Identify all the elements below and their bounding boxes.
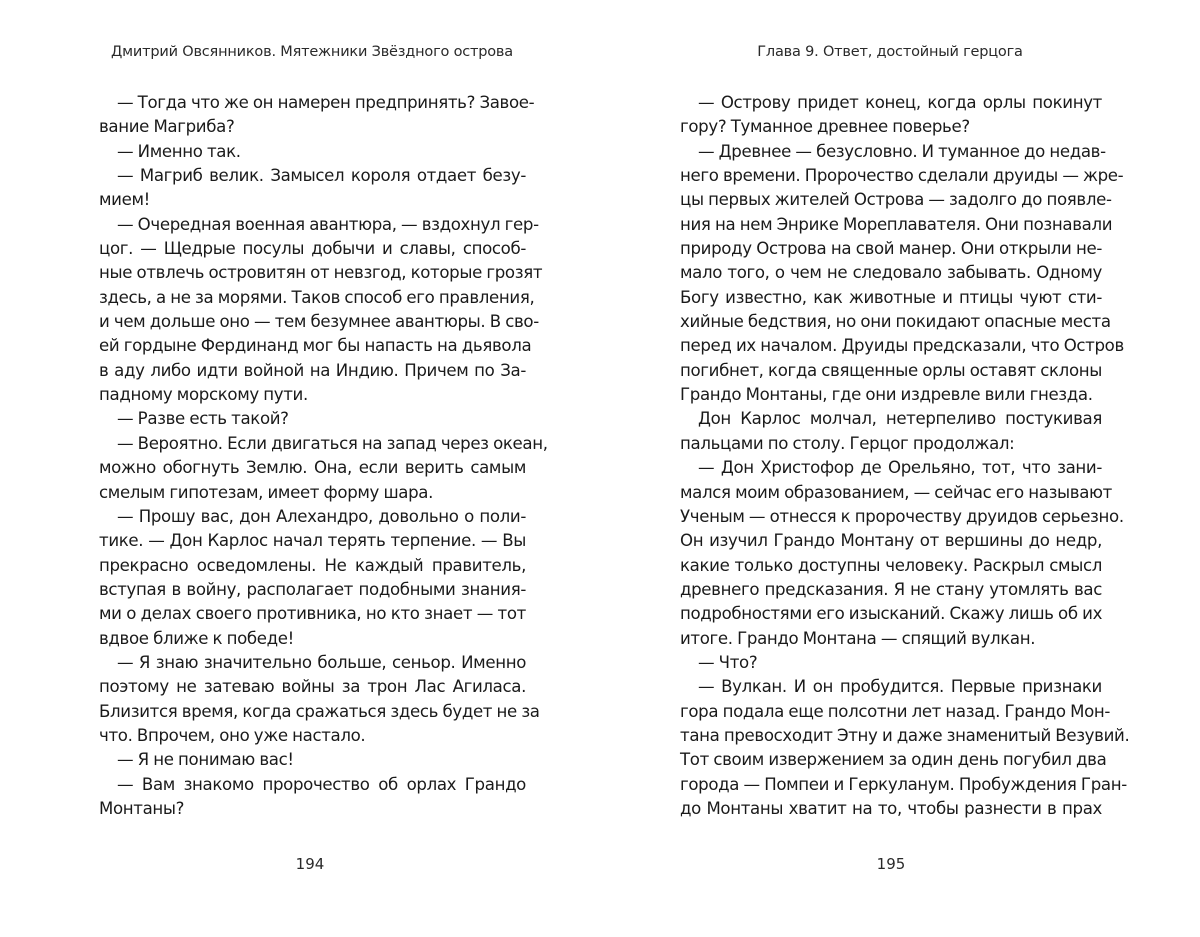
text-line: природу Острова на свой манер. Они открыли не- xyxy=(680,239,1102,259)
text-line: можно обогнуть Землю. Она, если верить самым xyxy=(99,458,526,478)
text-line: ей гордыне Фердинанд мог бы напасть на дьявола xyxy=(99,336,532,356)
text-line: итоге. Грандо Монтана — спящий вулкан. xyxy=(680,628,1036,648)
text-line: Монтаны? xyxy=(99,798,185,818)
text-line: — Вам знакомо пророчество об орлах Грандо xyxy=(117,774,526,794)
text-line: какие только доступны человеку. Раскрыл смысл xyxy=(680,555,1102,575)
text-line: что. Впрочем, оно уже настало. xyxy=(99,725,366,745)
text-line: — Я не понимаю вас! xyxy=(117,750,294,770)
text-line: Грандо Монтаны, где они издревле вили гнезда. xyxy=(680,385,1093,405)
running-head-author-title: Дмитрий Овсянников. Мятежники Звёздного острова xyxy=(111,44,513,60)
text-line: прекрасно осведомлены. Не каждый правитель, xyxy=(99,555,526,575)
running-head-chapter-title: Глава 9. Ответ, достойный герцога xyxy=(757,44,1023,60)
text-line: Богу известно, как животные и птицы чуют сти- xyxy=(680,287,1102,307)
text-line: — Именно так. xyxy=(117,141,241,161)
text-line: пальцами по столу. Герцог продолжал: xyxy=(680,433,1015,453)
text-line: смелым гипотезам, имеет форму шара. xyxy=(99,482,434,502)
text-line: погибнет, когда священные орлы оставят склоны xyxy=(680,360,1102,380)
text-line: цог. — Щедрые посулы добычи и славы, способ- xyxy=(99,239,526,259)
text-line: ные отвлечь островитян от невзгод, которые грозят xyxy=(99,263,543,283)
text-line: цы первых жителей Острова — задолго до появле- xyxy=(680,190,1112,210)
text-line: ми о делах своего противника, но кто знает — тот xyxy=(99,604,526,624)
text-line: хийные бедствия, но они покидают опасные места xyxy=(680,312,1111,332)
text-line: вание Магриба? xyxy=(99,117,235,137)
text-line: гору? Туманное древнее поверье? xyxy=(680,117,970,137)
text-line: — Вулкан. И он пробудится. Первые признаки xyxy=(698,677,1102,697)
text-line: вступая в войну, располагает подобными знания- xyxy=(99,579,526,599)
text-line: — Прошу вас, дон Алехандро, довольно о поли- xyxy=(117,506,526,526)
text-line: — Разве есть такой? xyxy=(117,409,289,429)
body-text xyxy=(99,91,548,821)
text-line: древнего предсказания. Я не стану утомлять вас xyxy=(680,579,1102,599)
text-line: Дон Карлос молчал, нетерпеливо постукивая xyxy=(698,409,1102,429)
text-line: — Что? xyxy=(698,652,758,672)
text-line: поэтому не затеваю войны за трон Лас Агиласа. xyxy=(99,677,526,697)
text-line: гора подала еще полсотни лет назад. Грандо Мон- xyxy=(680,701,1111,721)
right-page xyxy=(600,0,1200,937)
text-line: до Монтаны хватит на то, чтобы разнести в прах xyxy=(680,798,1102,818)
text-line: — Магриб велик. Замысел короля отдает безу- xyxy=(117,166,526,186)
text-line: Он изучил Грандо Монтану от вершины до недр, xyxy=(680,531,1102,551)
text-line: мием! xyxy=(99,190,150,210)
text-line: Близится время, когда сражаться здесь будет не за xyxy=(99,701,540,721)
text-line: подробностями его изысканий. Скажу лишь об их xyxy=(680,604,1103,624)
text-line: мался моим образованием, — сейчас его называют xyxy=(680,482,1112,502)
text-line: Тот своим извержением за один день погубил два xyxy=(680,750,1107,770)
text-line: вдвое ближе к победе! xyxy=(99,628,294,648)
text-line: города — Помпеи и Геркуланум. Пробуждения Гран- xyxy=(680,774,1127,794)
text-line: — Я знаю значительно больше, сеньор. Именно xyxy=(117,652,526,672)
text-line: — Острову придет конец, когда орлы покинут xyxy=(698,93,1102,112)
text-line: Ученым — отнесся к пророчеству друидов серьезно. xyxy=(680,506,1124,526)
text-line: — Дон Христофор де Орельяно, тот, что зани- xyxy=(698,458,1102,478)
text-line: и чем дольше оно — тем безумнее авантюры. В сво- xyxy=(99,312,539,332)
text-line: мало того, о чем не следовало забывать. Одному xyxy=(680,263,1102,283)
text-line: него времени. Пророчество сделали друиды — жре- xyxy=(680,166,1124,186)
text-line: падному морскому пути. xyxy=(99,385,308,405)
text-line: перед их началом. Друиды предсказали, что Остров xyxy=(680,336,1124,356)
body-text xyxy=(680,91,1130,821)
page-number: 195 xyxy=(876,855,906,873)
text-line: здесь, а не за морями. Таков способ его правления, xyxy=(99,287,535,307)
text-line: — Тогда что же он намерен предпринять? Завое- xyxy=(117,93,535,112)
text-line: в аду либо идти войной на Индию. Причем по За- xyxy=(99,360,526,380)
text-line: — Очередная военная авантюра, — вздохнул гер- xyxy=(117,214,539,234)
text-line: тике. — Дон Карлос начал терять терпение. — Вы xyxy=(99,531,526,551)
text-line: — Древнее — безусловно. И туманное до недав- xyxy=(698,141,1106,161)
text-line: ния на нем Энрике Мореплавателя. Они познавали xyxy=(680,214,1113,234)
text-line: — Вероятно. Если двигаться на запад через океан, xyxy=(117,433,548,453)
text-line: тана превосходит Этну и даже знаменитый Везувий. xyxy=(680,725,1130,745)
page-number: 194 xyxy=(295,855,325,873)
